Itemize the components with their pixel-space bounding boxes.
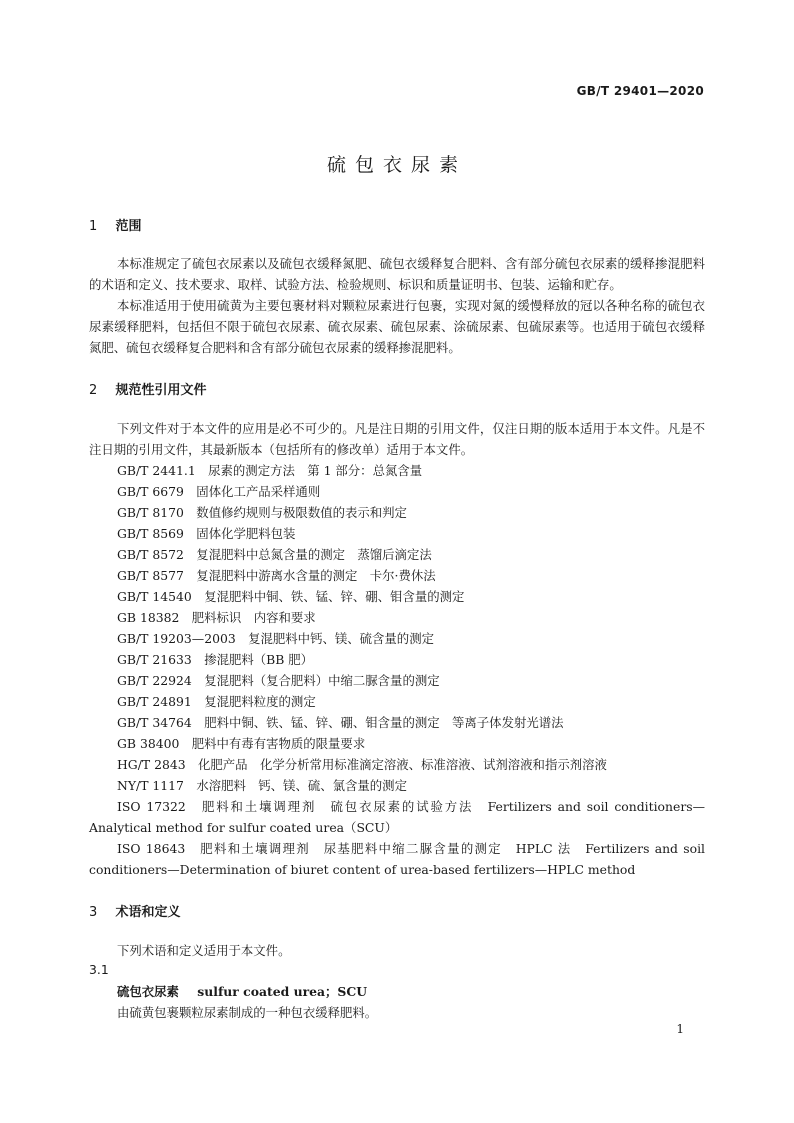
reference-item: GB/T 34764 肥料中铜、铁、锰、锌、硼、钼含量的测定 等离子体发射光谱法 bbox=[117, 715, 564, 730]
section-3-heading bbox=[89, 901, 181, 920]
reference-item: GB/T 6679 固体化工产品采样通则 bbox=[117, 484, 321, 499]
section-number: 2 bbox=[89, 383, 98, 398]
reference-item-iso17322: ISO 17322 肥料和土壤调理剂 硫包衣尿素的试验方法 Fertilizers and soil conditioners—Analytical method for sulfur coated urea（SCU） bbox=[89, 799, 705, 835]
standard-number: GB/T 29401—2020 bbox=[576, 84, 704, 98]
section-1-heading bbox=[89, 215, 142, 234]
term-number: 3.1 bbox=[89, 962, 109, 977]
term-definition: 由硫黄包裹颗粒尿素制成的一种包衣缓释肥料。 bbox=[117, 1005, 378, 1020]
term-chinese: 硫包衣尿素 bbox=[117, 984, 179, 999]
reference-item: GB/T 24891 复混肥料粒度的测定 bbox=[117, 694, 316, 709]
scope-paragraph-2: 本标准适用于使用硫黄为主要包裹材料对颗粒尿素进行包裹，实现对氮的缓慢释放的冠以各种名称的硫包衣尿素缓释肥料，包括但不限于硫包衣尿素、硫衣尿素、硫包尿素、涂硫尿素、包硫尿素等。也适用于硫包衣缓释氮肥、硫包衣缓释复合肥料和含有部分硫包衣尿素的缓释掺混肥料。 bbox=[89, 298, 705, 355]
section-title: 术语和定义 bbox=[115, 905, 181, 920]
section-number: 1 bbox=[89, 219, 98, 234]
reference-item: GB/T 14540 复混肥料中铜、铁、锰、锌、硼、钼含量的测定 bbox=[117, 589, 465, 604]
section-number: 3 bbox=[89, 905, 98, 920]
terms-intro: 下列术语和定义适用于本文件。 bbox=[117, 943, 291, 958]
reference-item: GB/T 19203—2003 复混肥料中钙、镁、硫含量的测定 bbox=[117, 631, 434, 646]
reference-item: NY/T 1117 水溶肥料 钙、镁、硫、氯含量的测定 bbox=[117, 778, 407, 793]
section-title: 范围 bbox=[115, 219, 142, 234]
reference-item: GB 38400 肥料中有毒有害物质的限量要求 bbox=[117, 736, 366, 751]
reference-item: GB/T 8572 复混肥料中总氮含量的测定 蒸馏后滴定法 bbox=[117, 547, 432, 562]
reference-item-iso18643: ISO 18643 肥料和土壤调理剂 尿基肥料中缩二脲含量的测定 HPLC 法 Fertilizers and soil conditioners—Determination of biuret content of urea-based fertilizers—HPLC method bbox=[89, 841, 705, 877]
reference-item: GB/T 8569 固体化学肥料包装 bbox=[117, 526, 296, 541]
document-title: 硫包衣尿素 bbox=[326, 154, 467, 176]
reference-item: GB/T 8170 数值修约规则与极限数值的表示和判定 bbox=[117, 505, 407, 520]
term-english: sulfur coated urea；SCU bbox=[197, 984, 368, 999]
reference-item: GB/T 21633 掺混肥料（BB 肥） bbox=[117, 652, 314, 667]
section-2-heading bbox=[89, 379, 207, 398]
reference-item: GB/T 8577 复混肥料中游离水含量的测定 卡尔·费休法 bbox=[117, 568, 436, 583]
references-intro: 下列文件对于本文件的应用是必不可少的。凡是注日期的引用文件，仅注日期的版本适用于本文件。凡是不注日期的引用文件，其最新版本（包括所有的修改单）适用于本文件。 bbox=[89, 421, 705, 457]
section-title: 规范性引用文件 bbox=[115, 383, 207, 398]
reference-item: GB 18382 肥料标识 内容和要求 bbox=[117, 610, 316, 625]
reference-item: GB/T 2441.1 尿素的测定方法 第 1 部分：总氮含量 bbox=[117, 463, 423, 478]
term-entry bbox=[117, 982, 367, 1000]
page-number: 1 bbox=[676, 1022, 684, 1036]
reference-item: HG/T 2843 化肥产品 化学分析常用标准滴定溶液、标准溶液、试剂溶液和指示剂溶液 bbox=[117, 757, 607, 772]
scope-paragraph-1: 本标准规定了硫包衣尿素以及硫包衣缓释氮肥、硫包衣缓释复合肥料、含有部分硫包衣尿素的缓释掺混肥料的术语和定义、技术要求、取样、试验方法、检验规则、标识和质量证明书、包装、运输和贮存。 bbox=[89, 256, 705, 292]
reference-item: GB/T 22924 复混肥料（复合肥料）中缩二脲含量的测定 bbox=[117, 673, 440, 688]
